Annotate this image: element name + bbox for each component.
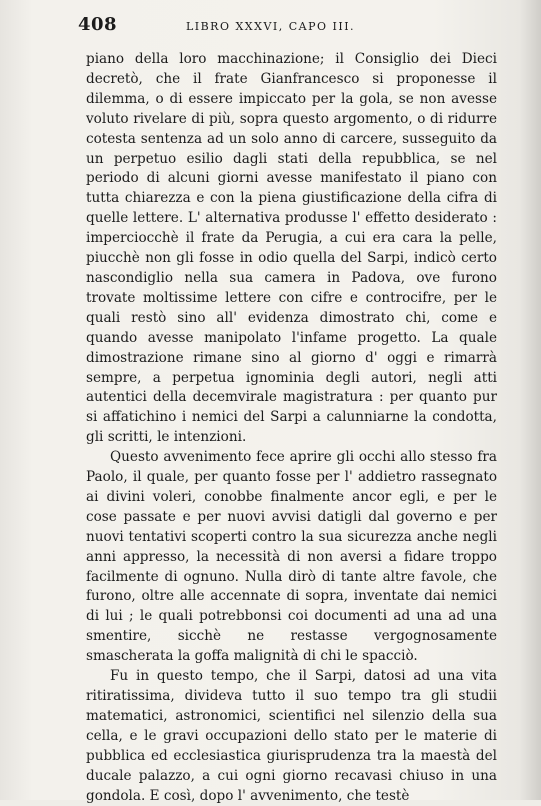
paragraph-1: piano della loro macchinazione; il Consiglio dei Dieci decretò, che il frate Gianfrancesco si proponesse il dilemma, o di essere impiccato per la gola, se non avesse voluto rivelare di più, sopra questo argomento, o di ridurre cotesta sentenza ad un solo anno di carcere, susseguito da un perpetuo esilio dagli stati della repubblica, se nel periodo di alcuni giorni avesse manifestato il piano con tutta chiarezza e con la piena giustificazione della cifra di quelle lettere. L' alternativa produsse l' effetto desiderato : imperciocchè il frate da Perugia, a cui era cara la pelle, piucchè non gli fosse in odio quella del Sarpi, indicò certo nascondiglio nella sua camera in Padova, ove furono trovate moltissime lettere con cifre e controcifre, per le quali restò sino all' evidenza dimostrato chi, come e quando avesse manipolato l'infame progetto. La quale dimostrazione rimane sino al giorno d' oggi e rimarrà sempre, a perpetua ignominia degli autori, negli atti autentici della decemvirale magistratura : per quanto pur si affatichino i nemici del Sarpi a calunniarne la condotta, gli scritti, le intenzioni. xyxy=(86,51,497,446)
page-header xyxy=(0,12,541,42)
paragraph-2: Questo avvenimento fece aprire gli occhi allo stesso fra Paolo, il quale, per quanto fosse per l' addietro rassegnato ai divini voleri, conobbe finalmente ancor egli, e per le cose passate e per nuovi avvisi datigli dal governo e per nuovi tentativi scoperti contro la sua sicurezza anche negli anni appresso, la necessità di non aversi a fidare troppo facilmente di ognuno. Nulla dirò di tante altre favole, che furono, oltre alle accennate di sopra, inventate dai nemici di lui ; le quali potrebbonsi coi documenti ad una ad una smentire, sicchè ne restasse vergognosamente smascherata la goffa malignità di chi le spacciò. xyxy=(86,449,497,665)
page-number: 408 xyxy=(78,14,118,35)
body-text xyxy=(86,50,497,806)
running-head: LIBRO XXXVI, CAPO III. xyxy=(185,20,356,33)
paragraph-3: Fu in questo tempo, che il Sarpi, datosi ad una vita ritiratissima, divideva tutto il suo tempo tra gli studii matematici, astronomici, scientifici nel silenzio della sua cella, e le gravi occupazioni dello stato per le materie di pubblica ed ecclesiastica giurisprudenza tra la maestà del ducale palazzo, a cui ogni giorno recavasi chiuso in una gondola. E così, dopo l' avvenimento, che testè xyxy=(86,668,497,804)
